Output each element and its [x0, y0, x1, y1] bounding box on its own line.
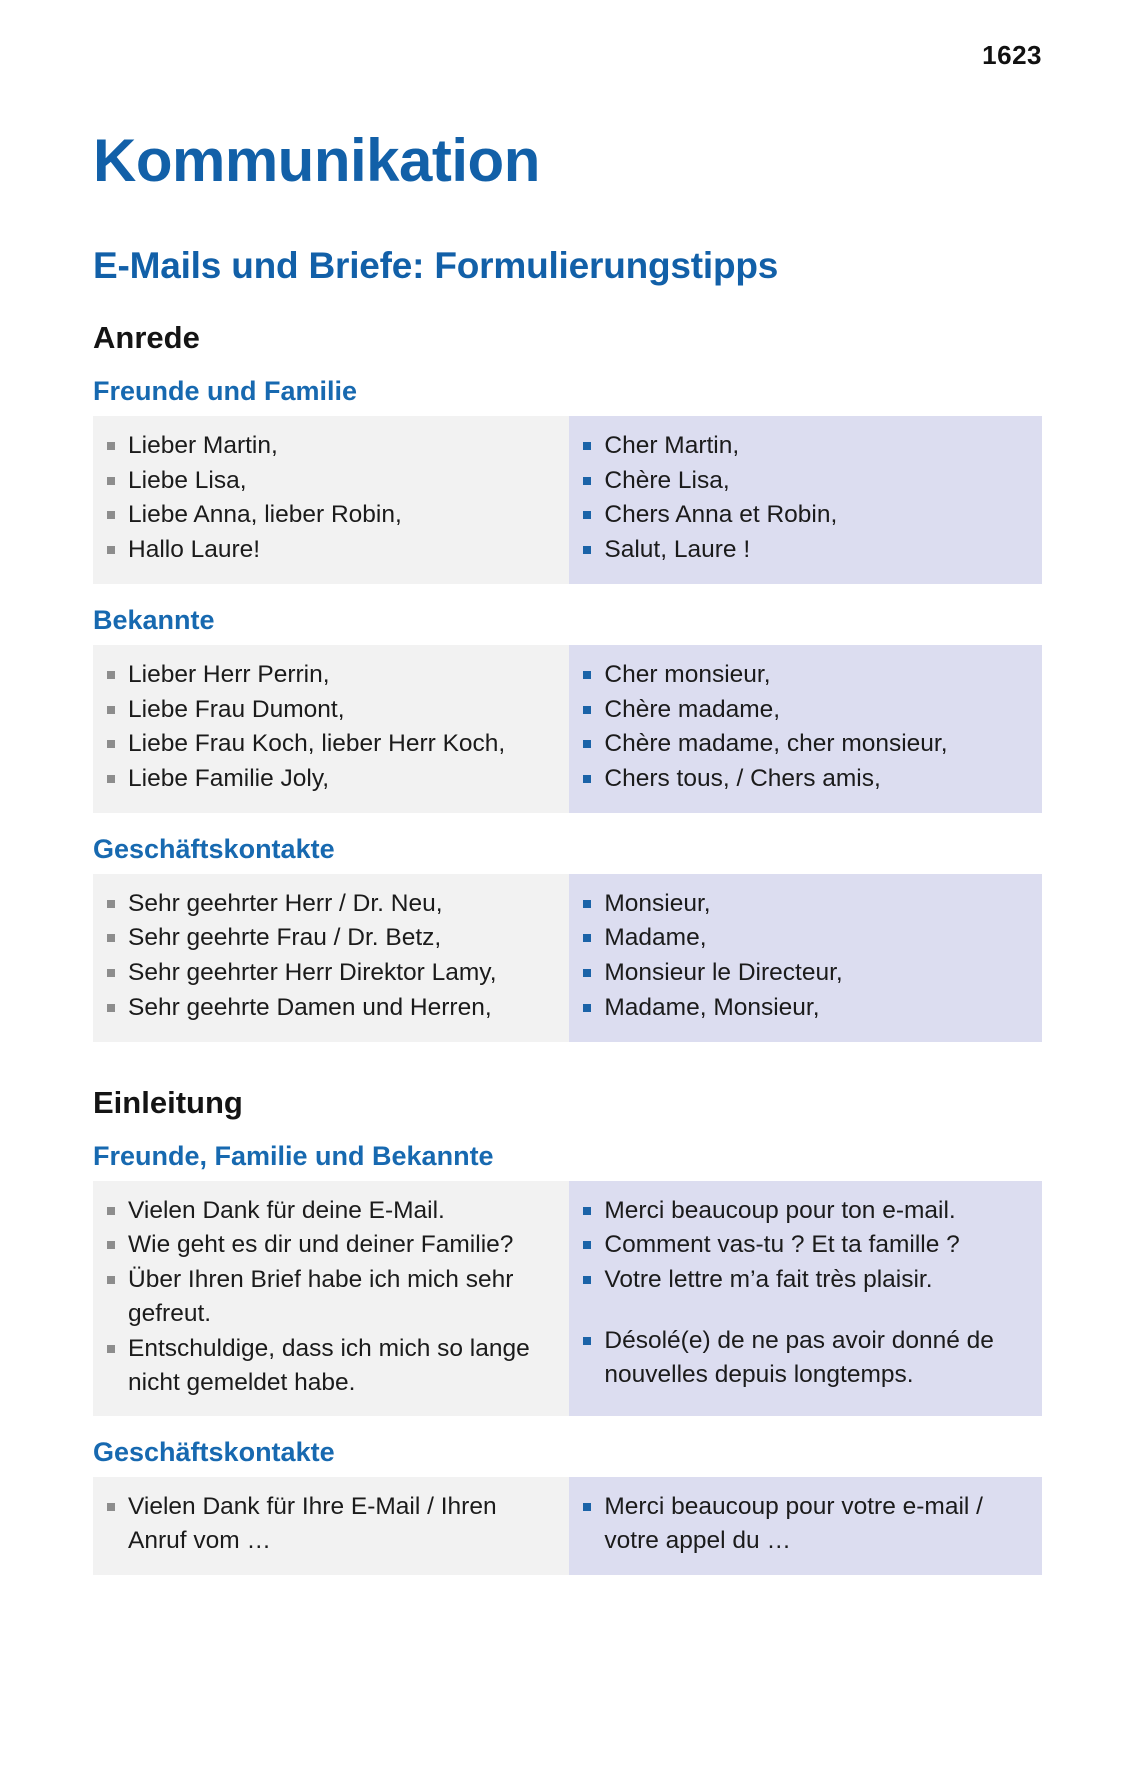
phrase-item — [105, 693, 559, 727]
square-bullet-icon — [107, 900, 115, 908]
square-bullet-icon — [583, 442, 591, 450]
group-title: Freunde, Familie und Bekannte — [93, 1140, 494, 1171]
phrase-text: Liebe Familie Joly, — [128, 765, 330, 793]
phrase-column-fr — [569, 416, 1042, 584]
phrase-item — [581, 1228, 1032, 1262]
phrase-list — [105, 429, 559, 567]
phrase-pair-block — [93, 416, 1042, 584]
square-bullet-icon — [107, 511, 115, 519]
square-bullet-icon — [107, 1276, 115, 1284]
phrase-text: Liebe Anna, lieber Robin, — [128, 501, 402, 529]
phrase-column-fr — [569, 645, 1042, 813]
square-bullet-icon — [583, 706, 591, 714]
phrase-column-de — [93, 1181, 569, 1417]
square-bullet-icon — [583, 1337, 591, 1345]
phrase-text: Merci beaucoup pour ton e-mail. — [604, 1196, 956, 1224]
phrase-item — [581, 1324, 1032, 1392]
sections-container — [93, 321, 1042, 1575]
square-bullet-icon — [583, 1241, 591, 1249]
phrase-text: Chers Anna et Robin, — [604, 501, 838, 529]
phrase-item — [581, 727, 1032, 761]
section-title: E-Mails und Briefe: Formulierungstipps — [93, 245, 779, 287]
phrase-list — [581, 887, 1032, 1025]
phrase-text: Monsieur, — [604, 889, 711, 917]
page-number: 1623 — [982, 40, 1042, 70]
phrase-text: Hallo Laure! — [128, 536, 261, 564]
phrase-item — [105, 956, 559, 990]
phrase-list — [581, 1490, 1032, 1558]
phrase-item — [105, 658, 559, 692]
folio-row — [0, 0, 1134, 92]
square-bullet-icon — [583, 1207, 591, 1215]
phrase-item — [105, 1332, 559, 1400]
phrase-item — [581, 693, 1032, 727]
phrase-list — [105, 658, 559, 796]
phrase-text: Liebe Frau Koch, lieber Herr Koch, — [128, 730, 506, 758]
group-title: Bekannte — [93, 605, 215, 636]
phrase-text: Liebe Lisa, — [128, 466, 247, 494]
phrase-item — [581, 533, 1032, 567]
square-bullet-icon — [583, 1276, 591, 1284]
group-title: Freunde und Familie — [93, 376, 358, 407]
square-bullet-icon — [107, 934, 115, 942]
phrase-item — [105, 991, 559, 1025]
group-title: Geschäftskontakte — [93, 1437, 335, 1468]
square-bullet-icon — [107, 1004, 115, 1012]
phrase-list — [581, 658, 1032, 796]
phrase-list — [581, 429, 1032, 567]
phrase-text: Votre lettre m’a fait très plaisir. — [604, 1266, 933, 1294]
square-bullet-icon — [583, 477, 591, 485]
phrase-text: Chère madame, — [604, 695, 781, 723]
phrase-item — [105, 762, 559, 796]
phrase-item — [105, 887, 559, 921]
phrase-item — [105, 727, 559, 761]
group-title: Geschäftskontakte — [93, 833, 335, 864]
square-bullet-icon — [107, 1503, 115, 1511]
phrase-column-de — [93, 1477, 569, 1575]
phrase-item — [581, 1263, 1032, 1297]
phrase-item — [105, 498, 559, 532]
phrase-item — [581, 991, 1032, 1025]
phrase-text: Über Ihren Brief habe ich mich sehr gefreut. — [128, 1266, 514, 1327]
square-bullet-icon — [583, 934, 591, 942]
phrase-text: Lieber Herr Perrin, — [128, 660, 330, 688]
phrase-column-fr — [569, 874, 1042, 1042]
phrase-text: Lieber Martin, — [128, 431, 278, 459]
square-bullet-icon — [107, 969, 115, 977]
phrase-item — [581, 429, 1032, 463]
phrase-item — [105, 1490, 559, 1558]
square-bullet-icon — [583, 671, 591, 679]
phrase-pair-block — [93, 645, 1042, 813]
square-bullet-icon — [107, 477, 115, 485]
phrase-item — [105, 533, 559, 567]
phrase-item — [581, 887, 1032, 921]
phrase-item — [581, 921, 1032, 955]
chapter-title: Kommunikation — [93, 127, 540, 194]
phrase-text: Sehr geehrter Herr Direktor Lamy, — [128, 959, 497, 987]
square-bullet-icon — [583, 969, 591, 977]
phrase-item — [105, 921, 559, 955]
phrase-column-fr — [569, 1477, 1042, 1575]
phrase-pair-block — [93, 874, 1042, 1042]
phrase-text: Sehr geehrte Frau / Dr. Betz, — [128, 924, 442, 952]
phrase-pair-block — [93, 1181, 1042, 1417]
square-bullet-icon — [107, 671, 115, 679]
phrase-text: Sehr geehrter Herr / Dr. Neu, — [128, 889, 443, 917]
square-bullet-icon — [107, 775, 115, 783]
phrase-list — [105, 1490, 559, 1558]
phrase-text: Sehr geehrte Damen und Herren, — [128, 994, 492, 1021]
square-bullet-icon — [107, 442, 115, 450]
phrase-text: Madame, Monsieur, — [604, 994, 820, 1021]
phrase-list — [105, 1194, 559, 1400]
square-bullet-icon — [107, 1207, 115, 1215]
phrase-text: Liebe Frau Dumont, — [128, 695, 345, 723]
phrase-text: Chère Lisa, — [604, 466, 730, 494]
phrase-item — [105, 464, 559, 498]
square-bullet-icon — [107, 546, 115, 554]
square-bullet-icon — [107, 1345, 115, 1353]
phrase-list — [581, 1194, 1032, 1392]
square-bullet-icon — [107, 740, 115, 748]
phrase-pair-block — [93, 1477, 1042, 1575]
square-bullet-icon — [583, 1004, 591, 1012]
square-bullet-icon — [107, 1241, 115, 1249]
page-content — [0, 127, 1134, 1575]
phrase-text: Chers tous, / Chers amis, — [604, 765, 881, 793]
phrase-text: Vielen Dank für deine E-Mail. — [128, 1196, 445, 1224]
phrase-item — [105, 1228, 559, 1262]
phrase-text: Madame, — [604, 924, 707, 952]
phrase-text: Chère madame, cher monsieur, — [604, 730, 948, 758]
square-bullet-icon — [583, 1503, 591, 1511]
phrase-text: Désolé(e) de ne pas avoir donné de nouvelles depuis longtemps. — [604, 1326, 994, 1388]
square-bullet-icon — [583, 546, 591, 554]
phrase-column-de — [93, 645, 569, 813]
phrase-item — [105, 429, 559, 463]
phrase-text: Entschuldige, dass ich mich so lange nicht gemeldet habe. — [128, 1334, 530, 1396]
section-heading: Einleitung — [93, 1084, 243, 1120]
phrase-item — [581, 498, 1032, 532]
square-bullet-icon — [583, 740, 591, 748]
phrase-column-fr — [569, 1181, 1042, 1417]
phrase-text: Cher Martin, — [604, 431, 740, 459]
phrase-item — [581, 464, 1032, 498]
phrase-item — [581, 658, 1032, 692]
square-bullet-icon — [583, 511, 591, 519]
phrase-item — [581, 762, 1032, 796]
phrase-text: Wie geht es dir und deiner Familie? — [128, 1231, 514, 1259]
phrase-text: Monsieur le Directeur, — [604, 959, 843, 987]
phrase-item — [105, 1263, 559, 1331]
phrase-text: Cher monsieur, — [604, 660, 771, 688]
phrase-item — [581, 1194, 1032, 1228]
phrase-item — [581, 956, 1032, 990]
square-bullet-icon — [583, 900, 591, 908]
phrase-text: Comment vas-tu ? Et ta famille ? — [604, 1231, 960, 1259]
phrase-text: Salut, Laure ! — [604, 536, 751, 564]
phrase-text: Vielen Dank für Ihre E-Mail / Ihren Anruf vom … — [128, 1493, 497, 1554]
square-bullet-icon — [107, 706, 115, 714]
phrase-text: Merci beaucoup pour votre e-mail / votre appel du … — [604, 1493, 983, 1554]
section-heading: Anrede — [93, 320, 200, 356]
phrase-item — [581, 1490, 1032, 1558]
phrase-column-de — [93, 874, 569, 1042]
phrase-column-de — [93, 416, 569, 584]
phrase-list — [105, 887, 559, 1025]
square-bullet-icon — [583, 775, 591, 783]
phrase-item — [105, 1194, 559, 1228]
